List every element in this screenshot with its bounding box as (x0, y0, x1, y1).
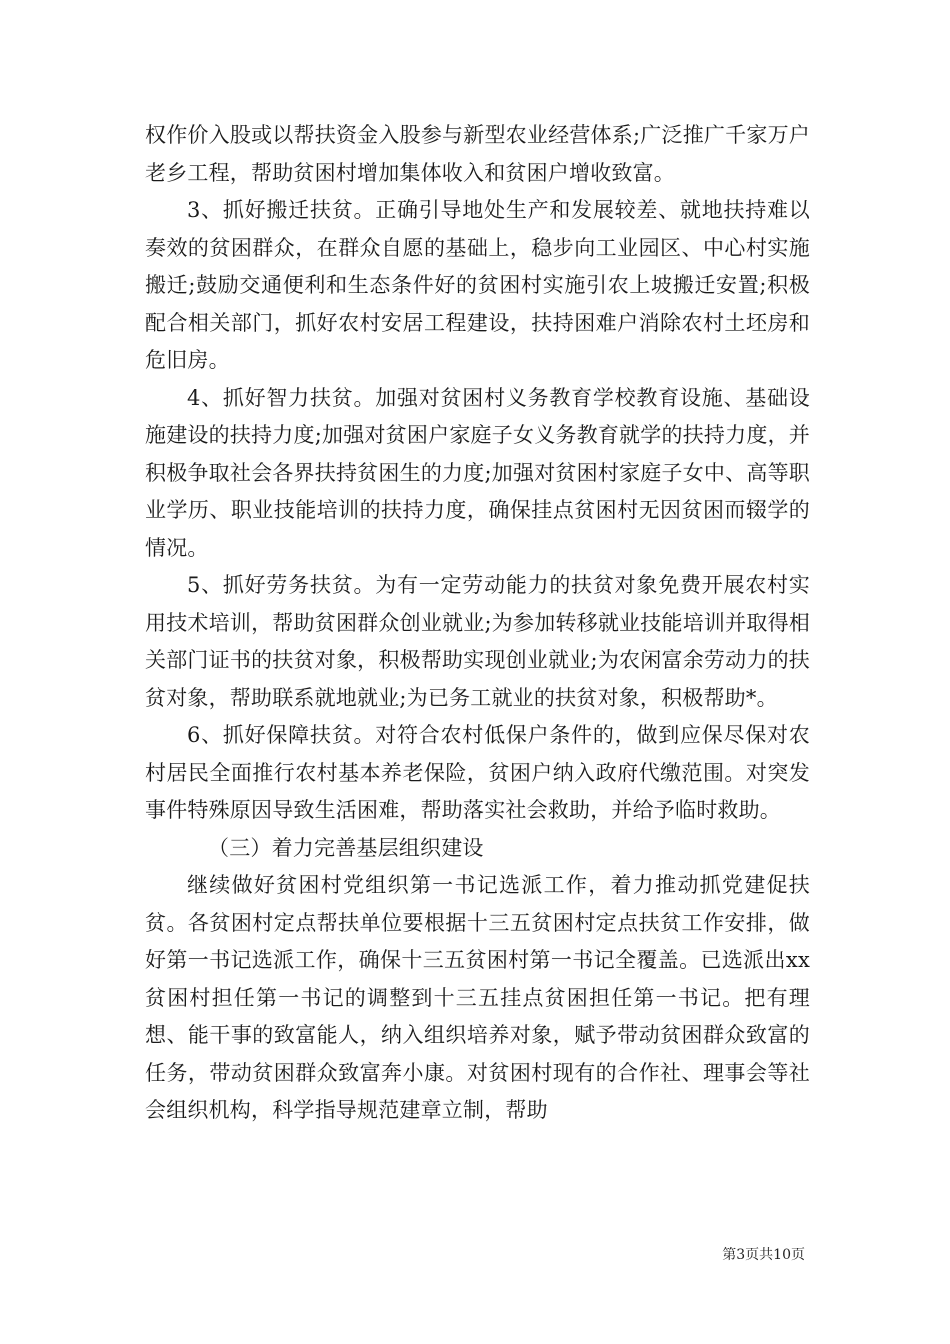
paragraph-security-poverty-relief: 6、抓好保障扶贫。对符合农村低保户条件的，做到应保尽保对农村居民全面推行农村基本养老保险，贫困户纳入政府代缴范围。对突发事件特殊原因导致生活困难，帮助落实社会救助，并给予临时救助。 (145, 723, 810, 822)
section-heading-grassroots: （三）着力完善基层组织建设 (208, 835, 484, 860)
paragraph-education-poverty-relief: 4、抓好智力扶贫。加强对贫困村义务教育学校教育设施、基础设施建设的扶持力度;加强对贫困户家庭子女义务教育就学的扶持力度，并积极争取社会各界扶持贫困生的力度;加强对贫困村家庭子女中、高等职业学历、职业技能培训的扶持力度，确保挂点贫困村无因贫困而辍学的情况。 (145, 385, 810, 560)
paragraph-relocation-poverty-relief: 3、抓好搬迁扶贫。正确引导地处生产和发展较差、就地扶持难以奏效的贫困群众，在群众自愿的基础上，稳步向工业园区、中心村实施搬迁;鼓励交通便利和生态条件好的贫困村实施引农上坡搬迁安置;积极配合相关部门，抓好农村安居工程建设，扶持困难户消除农村土坯房和危旧房。 (145, 198, 810, 372)
document-body (145, 117, 810, 1130)
paragraph-continuation: 权作价入股或以帮扶资金入股参与新型农业经营体系;广泛推广千家万户老乡工程，帮助贫困村增加集体收入和贫困户增收致富。 (145, 123, 810, 185)
paragraph-grassroots-organization: 继续做好贫困村党组织第一书记选派工作，着力推动抓党建促扶贫。各贫困村定点帮扶单位要根据十三五贫困村定点扶贫工作安排，做好第一书记选派工作，确保十三五贫困村第一书记全覆盖。已选派出xx贫困村担任第一书记的调整到十三五挂点贫困担任第一书记。把有理想、能干事的致富能人，纳入组织培养对象，赋予带动贫困群众致富的任务，带动贫困群众致富奔小康。对贫困村现有的合作社、理事会等社会组织机构，科学指导规范建章立制，帮助 (145, 873, 810, 1122)
page-number: 第3页共10页 (722, 1247, 805, 1263)
paragraph-labor-poverty-relief: 5、抓好劳务扶贫。为有一定劳动能力的扶贫对象免费开展农村实用技术培训，帮助贫困群众创业就业;为参加转移就业技能培训并取得相关部门证书的扶贫对象，积极帮助实现创业就业;为农闲富余劳动力的扶贫对象，帮助联系就地就业;为已务工就业的扶贫对象，积极帮助*。 (145, 573, 810, 710)
